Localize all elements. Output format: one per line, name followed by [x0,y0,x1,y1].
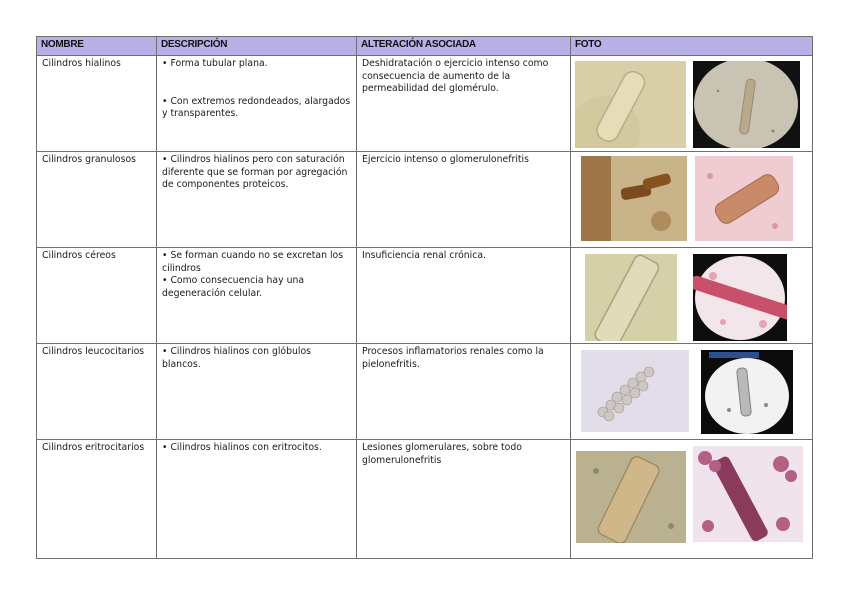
cell-foto [571,248,813,344]
cell-foto [571,56,813,152]
granular-cast-photo-2 [695,156,793,241]
cell-descripcion [157,344,357,440]
cell-nombre: Cilindros granulosos [37,152,157,248]
cell-nombre: Cilindros eritrocitarios [37,440,157,559]
cell-nombre: Cilindros céreos [37,248,157,344]
cell-nombre: Cilindros leucocitarios [37,344,157,440]
cell-alteracion: Ejercicio intenso o glomerulonefritis [357,152,571,248]
cell-foto [571,344,813,440]
table-row [37,56,813,152]
cell-descripcion [157,152,357,248]
description-line: • Forma tubular plana. [162,58,268,69]
cell-alteracion: Procesos inflamatorios renales como la pielonefritis. [357,344,571,440]
table-row [37,440,813,559]
description-line: • Se forman cuando no se excretan los cilindros [162,250,344,274]
description-line: • Cilindros hialinos con glóbulos blancos. [162,346,312,370]
cell-descripcion [157,248,357,344]
cell-alteracion: Insuficiencia renal crónica. [357,248,571,344]
cell-alteracion: Lesiones glomerulares, sobre todo glomerulonefritis [357,440,571,559]
header-foto: FOTO [571,37,813,56]
urinary-casts-table [36,36,813,559]
description-line: • Cilindros hialinos pero con saturación diferente que se forman por agregación de componentes proteicos. [162,154,348,190]
waxy-cast-photo-2 [693,254,787,341]
header-row [37,37,813,56]
description-line: • Como consecuencia hay una degeneración celular. [162,275,305,299]
cell-descripcion [157,56,357,152]
description-line: • Con extremos redondeados, alargados y transparentes. [162,95,351,119]
description-line: • Cilindros hialinos con eritrocitos. [162,442,322,453]
leukocyte-cast-photo-2 [701,350,793,434]
cell-foto [571,440,813,559]
cell-alteracion: Deshidratación o ejercicio intenso como consecuencia de aumento de la permeabilidad del glomérulo. [357,56,571,152]
header-descripcion: DESCRIPCIÓN [157,37,357,56]
header-alteracion: ALTERACIÓN ASOCIADA [357,37,571,56]
granular-cast-photo-1 [581,156,687,241]
leukocyte-cast-photo-1 [581,350,689,432]
erythrocyte-cast-photo-2 [693,446,803,542]
hyaline-cast-photo-2 [693,61,800,148]
header-nombre: NOMBRE [37,37,157,56]
table-row [37,344,813,440]
cell-foto [571,152,813,248]
erythrocyte-cast-photo-1 [576,451,686,543]
table-row [37,152,813,248]
cell-descripcion [157,440,357,559]
waxy-cast-photo-1 [585,254,677,341]
hyaline-cast-photo-1 [575,61,686,148]
table-row [37,248,813,344]
cell-nombre: Cilindros hialinos [37,56,157,152]
